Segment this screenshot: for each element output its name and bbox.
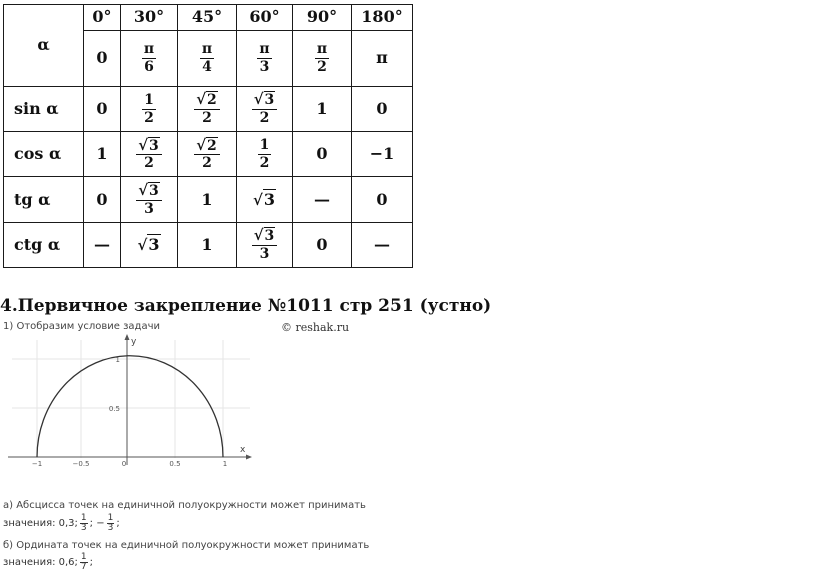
deg-0: 0° [84, 5, 121, 31]
cos-0: 1 [84, 132, 121, 177]
rad-0: 0 [84, 30, 121, 86]
sin-30: $\frac{1}{2}$ [121, 86, 178, 131]
x-tick-neg0.5: −0.5 [72, 460, 90, 468]
semicircle-curve [37, 356, 223, 457]
x-axis-arrow-icon [246, 455, 252, 460]
part-a-text: а) Абсцисса точек на единичной полуокружности может принимать [3, 500, 366, 511]
y-tick-0.5: 0.5 [108, 405, 120, 413]
part-a-frac2: $\frac{1}{3}$ [107, 513, 114, 534]
rad-45: $\frac{\pi}{4}$ [178, 30, 237, 86]
ctg-45: 1 [178, 222, 237, 267]
x-tick-0: 0 [121, 460, 127, 468]
tg-30: $\frac{√3}{3}$ [121, 177, 178, 222]
grid-lines [12, 340, 250, 458]
y-axis-label: y [131, 337, 137, 347]
sin-60: $\frac{√3}{2}$ [237, 86, 293, 131]
x-tick-0.5: 0.5 [169, 460, 181, 468]
cos-45: $\frac{√2}{2}$ [178, 132, 237, 177]
tg-0: 0 [84, 177, 121, 222]
rad-30: $\frac{\pi}{6}$ [121, 30, 178, 86]
cos-60: $\frac{1}{2}$ [237, 132, 293, 177]
y-axis-arrow-icon [125, 334, 130, 340]
step1-text: 1) Отобразим условие задачи [3, 321, 160, 332]
rad-180: π [352, 30, 413, 86]
cos-90: 0 [293, 132, 352, 177]
part-b-values: значения: 0,6; 1 7 ; [3, 552, 94, 573]
tg-60: √3 [237, 177, 293, 222]
sin-label: sin α [4, 86, 84, 131]
deg-60: 60° [237, 5, 293, 31]
tg-label: tg α [4, 177, 84, 222]
ctg-60: $\frac{√3}{3}$ [237, 222, 293, 267]
alpha-header: α [4, 5, 84, 87]
section-heading: 4.Первичное закрепление №1011 стр 251 (устно) [0, 296, 492, 316]
part-a-frac1: 1 3 [80, 513, 87, 534]
cos-label: cos α [4, 132, 84, 177]
deg-30: 30° [121, 5, 178, 31]
trig-values-table [3, 4, 413, 268]
x-axis-label: x [240, 445, 246, 455]
part-a-values: значения: 0,3; 1 3 ; − $\frac{1}{3}$ ; [3, 513, 120, 534]
sin-45: $\frac{√2}{2}$ [178, 86, 237, 131]
tg-180: 0 [352, 177, 413, 222]
cos-180: −1 [352, 132, 413, 177]
ctg-30: √3 [121, 222, 178, 267]
watermark-text: © reshak.ru [281, 321, 350, 334]
ctg-90: 0 [293, 222, 352, 267]
deg-90: 90° [293, 5, 352, 31]
sin-90: 1 [293, 86, 352, 131]
x-tick-1: 1 [222, 460, 228, 468]
tg-90: — [293, 177, 352, 222]
rad-60: $\frac{\pi}{3}$ [237, 30, 293, 86]
ctg-label: ctg α [4, 222, 84, 267]
rad-90: $\frac{\pi}{2}$ [293, 30, 352, 86]
ctg-0: — [84, 222, 121, 267]
sin-0: 0 [84, 86, 121, 131]
ctg-180: — [352, 222, 413, 267]
x-tick-neg1: −1 [31, 460, 43, 468]
deg-180: 180° [352, 5, 413, 31]
sin-180: 0 [352, 86, 413, 131]
y-tick-1: 1 [115, 356, 120, 364]
tg-45: 1 [178, 177, 237, 222]
deg-45: 45° [178, 5, 237, 31]
part-b-text: б) Ордината точек на единичной полуокружности может принимать [3, 540, 370, 551]
cos-30: $\frac{√3}{2}$ [121, 132, 178, 177]
unit-semicircle-graph [0, 330, 260, 480]
part-b-frac1: 1 7 [80, 552, 87, 573]
